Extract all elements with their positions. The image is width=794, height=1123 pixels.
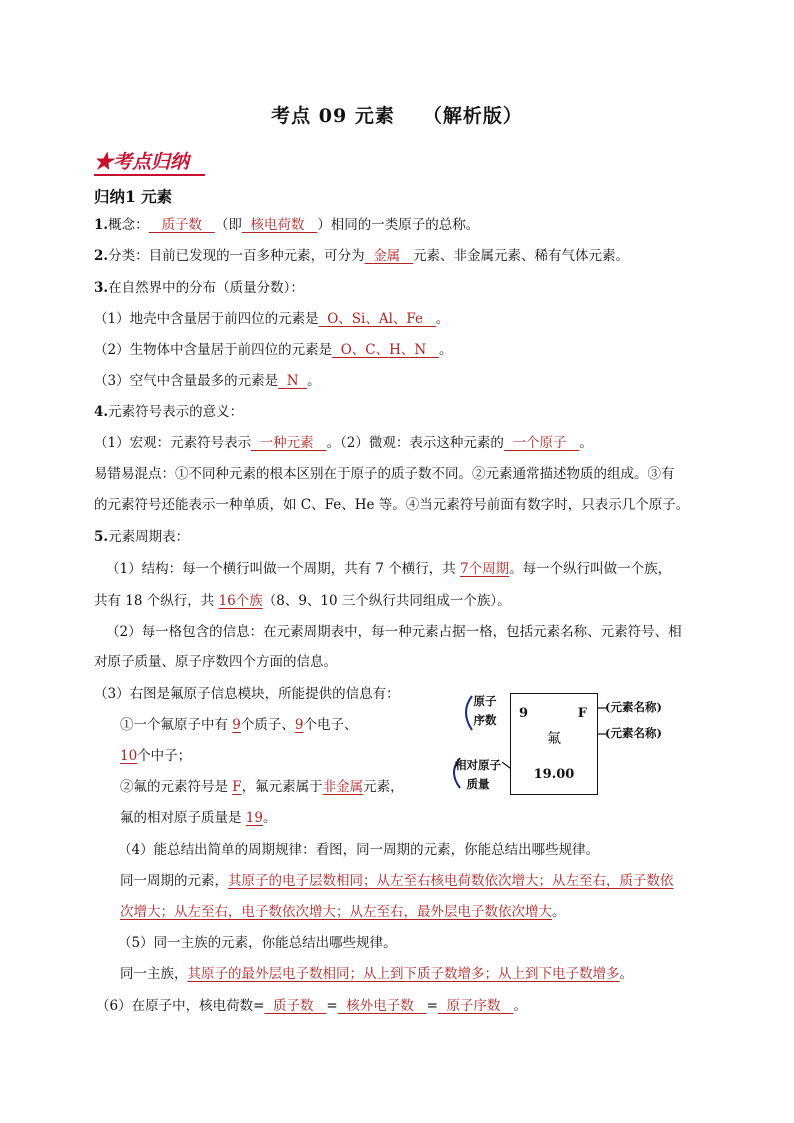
answer-text: 原子序数: [446, 998, 501, 1014]
answer-blank: [278, 373, 307, 389]
text: （8、9、10 三个纵行共同组成一个族）。: [262, 593, 511, 609]
paragraph-period-rule-q: （4）能总结出简单的周期规律：看图，同一周期的元素，你能总结出哪些规律。: [118, 842, 600, 858]
item-number: 3.: [94, 280, 109, 296]
text: （即: [214, 217, 242, 233]
paragraph-group-rule: [120, 964, 633, 984]
paragraph-cell-info-1: （2）每一格包含的信息：在元素周期表中，每一种元素占据一格，包括元素名称、元素符号、相: [106, 624, 682, 640]
answer-blank: [365, 248, 413, 264]
answer-blank: [149, 217, 215, 233]
atomic-number: 9: [519, 706, 529, 721]
label-line: 相对原子: [455, 758, 501, 772]
paragraph-fluorine-4: [120, 808, 276, 828]
text: （6）在原子中，核电荷数=: [96, 998, 265, 1014]
text: 在自然界中的分布（质量分数）：: [108, 280, 304, 296]
element-cell-figure: [440, 688, 700, 808]
paragraph-distribution: [94, 278, 304, 298]
item-number: 5.: [94, 529, 109, 545]
answer-blank: [338, 998, 427, 1014]
text: （1）结构：每一个横行叫做一个周期，共有 7 个横行，共: [106, 561, 461, 577]
label-right-top: (元素名称): [605, 700, 662, 714]
paragraph-atom-equality: [96, 996, 527, 1016]
text: 氟的相对原子质量是: [120, 810, 246, 826]
answer-text: 16个族: [218, 593, 263, 609]
answer-blank: [264, 998, 326, 1014]
label-right-bottom: (元素名称): [605, 726, 662, 740]
text: 。: [439, 342, 453, 358]
paragraph-fluorine-3: [120, 777, 404, 797]
paragraph-note-1: 易错易混点：①不同种元素的根本区别在于原子的质子数不同。②元素通常描述物质的组成。③有: [94, 466, 675, 482]
text: 元素符号表示的意义：: [108, 404, 244, 420]
answer-blank: [438, 998, 513, 1014]
answer-text: F: [232, 779, 242, 795]
text: 个电子、: [303, 717, 358, 733]
paragraph-crust: [94, 309, 449, 329]
answer-text: 一种元素: [259, 435, 314, 451]
label-relative-mass: [450, 756, 506, 794]
label-line: 序数: [473, 713, 497, 727]
text: ①一个氟原子中有: [120, 717, 233, 733]
answer-text: 19: [245, 810, 263, 826]
text: （1）宏观：元素符号表示: [94, 435, 252, 451]
paragraph-symbol-meaning: [94, 402, 243, 422]
element-symbol: F: [577, 706, 587, 721]
label-line: 原子: [473, 694, 497, 708]
banner-text: ★考点归纳: [94, 151, 190, 173]
paragraph-structure-1: [106, 559, 671, 579]
paragraph-fluorine-2: [120, 746, 191, 766]
text: 共有 18 个纵行，共: [94, 593, 219, 609]
element-name: 氟: [547, 731, 561, 747]
text: ）相同的一类原子的总称。: [317, 217, 480, 233]
answer-text: 次增大；从左至右，电子数依次增大；从左至右，最外层电子数依次增大: [120, 904, 552, 920]
answer-text: 9: [294, 717, 304, 733]
text: 个质子、: [240, 717, 295, 733]
text: =: [426, 998, 438, 1014]
answer-text: 质子数: [161, 217, 202, 233]
item-number: 1.: [94, 217, 109, 233]
text: 同一主族，: [120, 966, 188, 982]
paragraph-organism: [94, 340, 453, 360]
text: 。: [435, 311, 450, 327]
title-main: 考点 09 元素: [271, 105, 395, 127]
text: 。（2）微观：表示这种元素的: [326, 435, 504, 451]
answer-text: 一个原子: [512, 435, 567, 451]
answer-text: 质子数: [273, 998, 314, 1014]
paragraph-air: [94, 371, 321, 391]
banner-underline: [94, 174, 205, 176]
label-line: 质量: [466, 777, 490, 791]
text: 。: [307, 373, 321, 389]
page-title: [0, 101, 794, 128]
text: （3）空气中含量最多的元素是: [94, 373, 279, 389]
text: 元素周期表：: [108, 529, 190, 545]
section-heading: 归纳1 元素: [94, 187, 173, 206]
text: 元素、非金属元素、稀有气体元素。: [413, 248, 630, 264]
text: 同一周期的元素，: [120, 873, 228, 889]
label-atomic-number: [468, 692, 502, 730]
text: ②氟的元素符号是: [120, 779, 233, 795]
paragraph-period-rule-2: [120, 902, 566, 922]
paragraph-note-2: 的元素符号还能表示一种单质，如 C、Fe、He 等。④当元素符号前面有数字时，只表示几个原子。: [94, 497, 690, 513]
paragraph-periodic-table: [94, 527, 189, 547]
section-banner: [94, 147, 189, 174]
text: （1）地壳中含量居于前四位的元素是: [94, 311, 319, 327]
answer-blank: [251, 435, 326, 451]
paragraph-cell-info-2: 对原子质量、原子序数四个方面的信息。: [94, 654, 337, 670]
text: 分类：目前已发现的一百多种元素，可分为: [108, 248, 365, 264]
text: 。: [262, 810, 277, 826]
paragraph-group-rule-q: （5）同一主族的元素，你能总结出哪些规律。: [118, 935, 397, 951]
paragraph-structure-2: [94, 591, 511, 611]
answer-text: 核外电子数: [346, 998, 414, 1014]
paragraph-fluorine-1: [120, 715, 357, 735]
answer-blank: [504, 435, 579, 451]
element-cell: [510, 693, 598, 795]
answer-text: 金属: [373, 248, 401, 264]
item-number: 2.: [94, 248, 109, 264]
text: （2）生物体中含量居于前四位的元素是: [94, 342, 333, 358]
paragraph-macro-micro: [94, 433, 593, 453]
text: 。: [619, 966, 633, 982]
answer-text: 9: [232, 717, 241, 733]
answer-text: N: [286, 373, 299, 389]
paragraph-classification: [94, 246, 629, 266]
atomic-mass: 19.00: [533, 767, 575, 782]
text: 个中子；: [137, 748, 192, 764]
answer-text: 7个周期: [460, 561, 510, 577]
item-number: 4.: [94, 404, 109, 420]
title-suffix: （解析版）: [422, 105, 523, 127]
answer-text: O、Si、Al、Fe: [327, 311, 424, 327]
answer-blank: [242, 217, 317, 233]
answer-blank: [332, 342, 439, 358]
paragraph-period-rule-1: [120, 871, 674, 891]
text: ，氟元素属于: [241, 779, 323, 795]
answer-text: 其原子的最外层电子数相同；从上到下质子数增多；从上到下电子数增多: [187, 966, 620, 982]
paragraph-fluorine-intro: （3）右图是氟原子信息模块，所能提供的信息有：: [94, 686, 400, 702]
text: 。: [579, 435, 593, 451]
answer-text: 核电荷数: [250, 217, 305, 233]
answer-text: 其原子的电子层数相同；从左至右核电荷数依次增大；从左至右，质子数依: [228, 873, 674, 889]
answer-text: O、C、H、N: [340, 342, 427, 358]
answer-text: 非金属: [322, 779, 364, 795]
text: 。: [513, 998, 527, 1014]
paragraph-concept: [94, 215, 479, 235]
label-text: 概念：: [108, 217, 149, 233]
text: 。每一个纵行叫做一个族，: [509, 561, 672, 577]
text: 。: [552, 904, 566, 920]
answer-text: 10: [120, 748, 138, 764]
text: 元素，: [363, 779, 404, 795]
text: =: [326, 998, 338, 1014]
answer-blank: [319, 311, 436, 327]
